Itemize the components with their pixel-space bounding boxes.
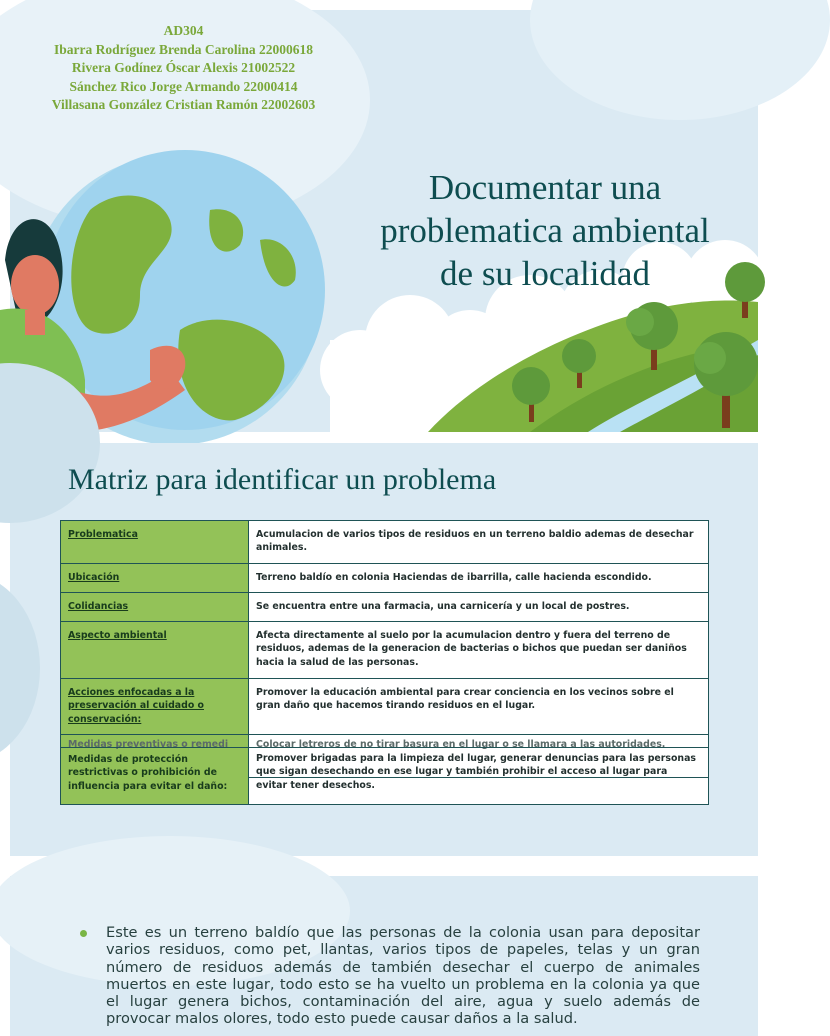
row-label-text: Medidas de protección restrictivas o prohibición de influencia para evitar el daño:: [68, 754, 228, 792]
row-divider: [249, 777, 708, 778]
hidden-row-value: Colocar letreros de no tirar basura en el lugar o se llamara a las autoridades.: [256, 739, 666, 750]
problem-matrix-table: [60, 520, 709, 805]
table-row-overlapping: [61, 735, 709, 805]
title-line: problematica ambiental: [380, 211, 710, 250]
row-label: Aspecto ambiental: [61, 622, 249, 679]
bullet-text: Este es un terreno baldío que las personas de la colonia usan para depositar varios residuos, como pet, llantas, varios tipos de papeles, telas y un gran número de residuos además de también desechar el cuerpo de animales muertos en este lugar, todo esto se ha vuelto un problema en la colonia ya que el lugar genera bichos, contaminación del aire, agua y suelo además de provocar malos olores, todo esto puede causar daños a la salud.: [106, 924, 700, 1028]
author-name: Ibarra Rodríguez Brenda Carolina 22000618: [53, 41, 313, 57]
matrix-slide: [10, 443, 758, 856]
row-value: Afecta directamente al suelo por la acumulacion dentro y fuera del terreno de residuos, ademas de la generacion de bacterias o bichos que puedan ser daniños hacia la salud de las personas.: [249, 622, 709, 679]
author-name: Sánchez Rico Jorge Armando 22000414: [69, 78, 298, 94]
title-line: de su localidad: [440, 254, 650, 293]
description-slide: [10, 876, 758, 1036]
row-divider: [61, 747, 248, 748]
table-row: [61, 622, 709, 679]
title-line: Documentar una: [428, 168, 662, 207]
row-value: Acumulacion de varios tipos de residuos en un terreno baldio ademas de desechar animales.: [249, 521, 709, 564]
row-value: Se encuentra entre una farmacia, una carnicería y un local de postres.: [249, 593, 709, 622]
row-value: Terreno baldío en colonia Haciendas de ibarrilla, calle hacienda escondido.: [249, 564, 709, 593]
row-label: Problematica: [61, 521, 249, 564]
title-slide: [10, 10, 758, 432]
list-item: [80, 924, 700, 1028]
author-name: Rivera Godínez Óscar Alexis 21002522: [71, 60, 296, 75]
row-value-text: Promover brigadas para la limpieza del lugar, generar denuncias para las personas que sigan desechando en ese lugar y también prohibir el acceso al lugar para evitar tener desechos.: [256, 753, 696, 791]
row-label: Acciones enfocadas a la preservación al cuidado o conservación:: [61, 679, 249, 735]
background-blob: [0, 573, 40, 763]
authors-block: [32, 22, 335, 115]
row-value: [249, 735, 709, 805]
hidden-row-label: Medidas preventivas o remedi: [68, 739, 229, 750]
row-divider: [249, 747, 708, 748]
row-label: Ubicación: [61, 564, 249, 593]
bullet-icon: [80, 930, 87, 937]
group-code: AD304: [163, 23, 204, 38]
row-value: Promover la educación ambiental para crear conciencia en los vecinos sobre el gran daño que hacemos tirando residuos en el lugar.: [249, 679, 709, 735]
table-row: [61, 521, 709, 564]
page-title: [350, 166, 740, 295]
table-row: [61, 564, 709, 593]
author-name: Villasana González Cristian Ramón 22002603: [51, 97, 316, 112]
row-label: Colidancias: [61, 593, 249, 622]
table-row: [61, 679, 709, 735]
matrix-title: Matriz para identificar un problema: [68, 463, 497, 496]
row-label: [61, 735, 249, 805]
table-row: [61, 593, 709, 622]
